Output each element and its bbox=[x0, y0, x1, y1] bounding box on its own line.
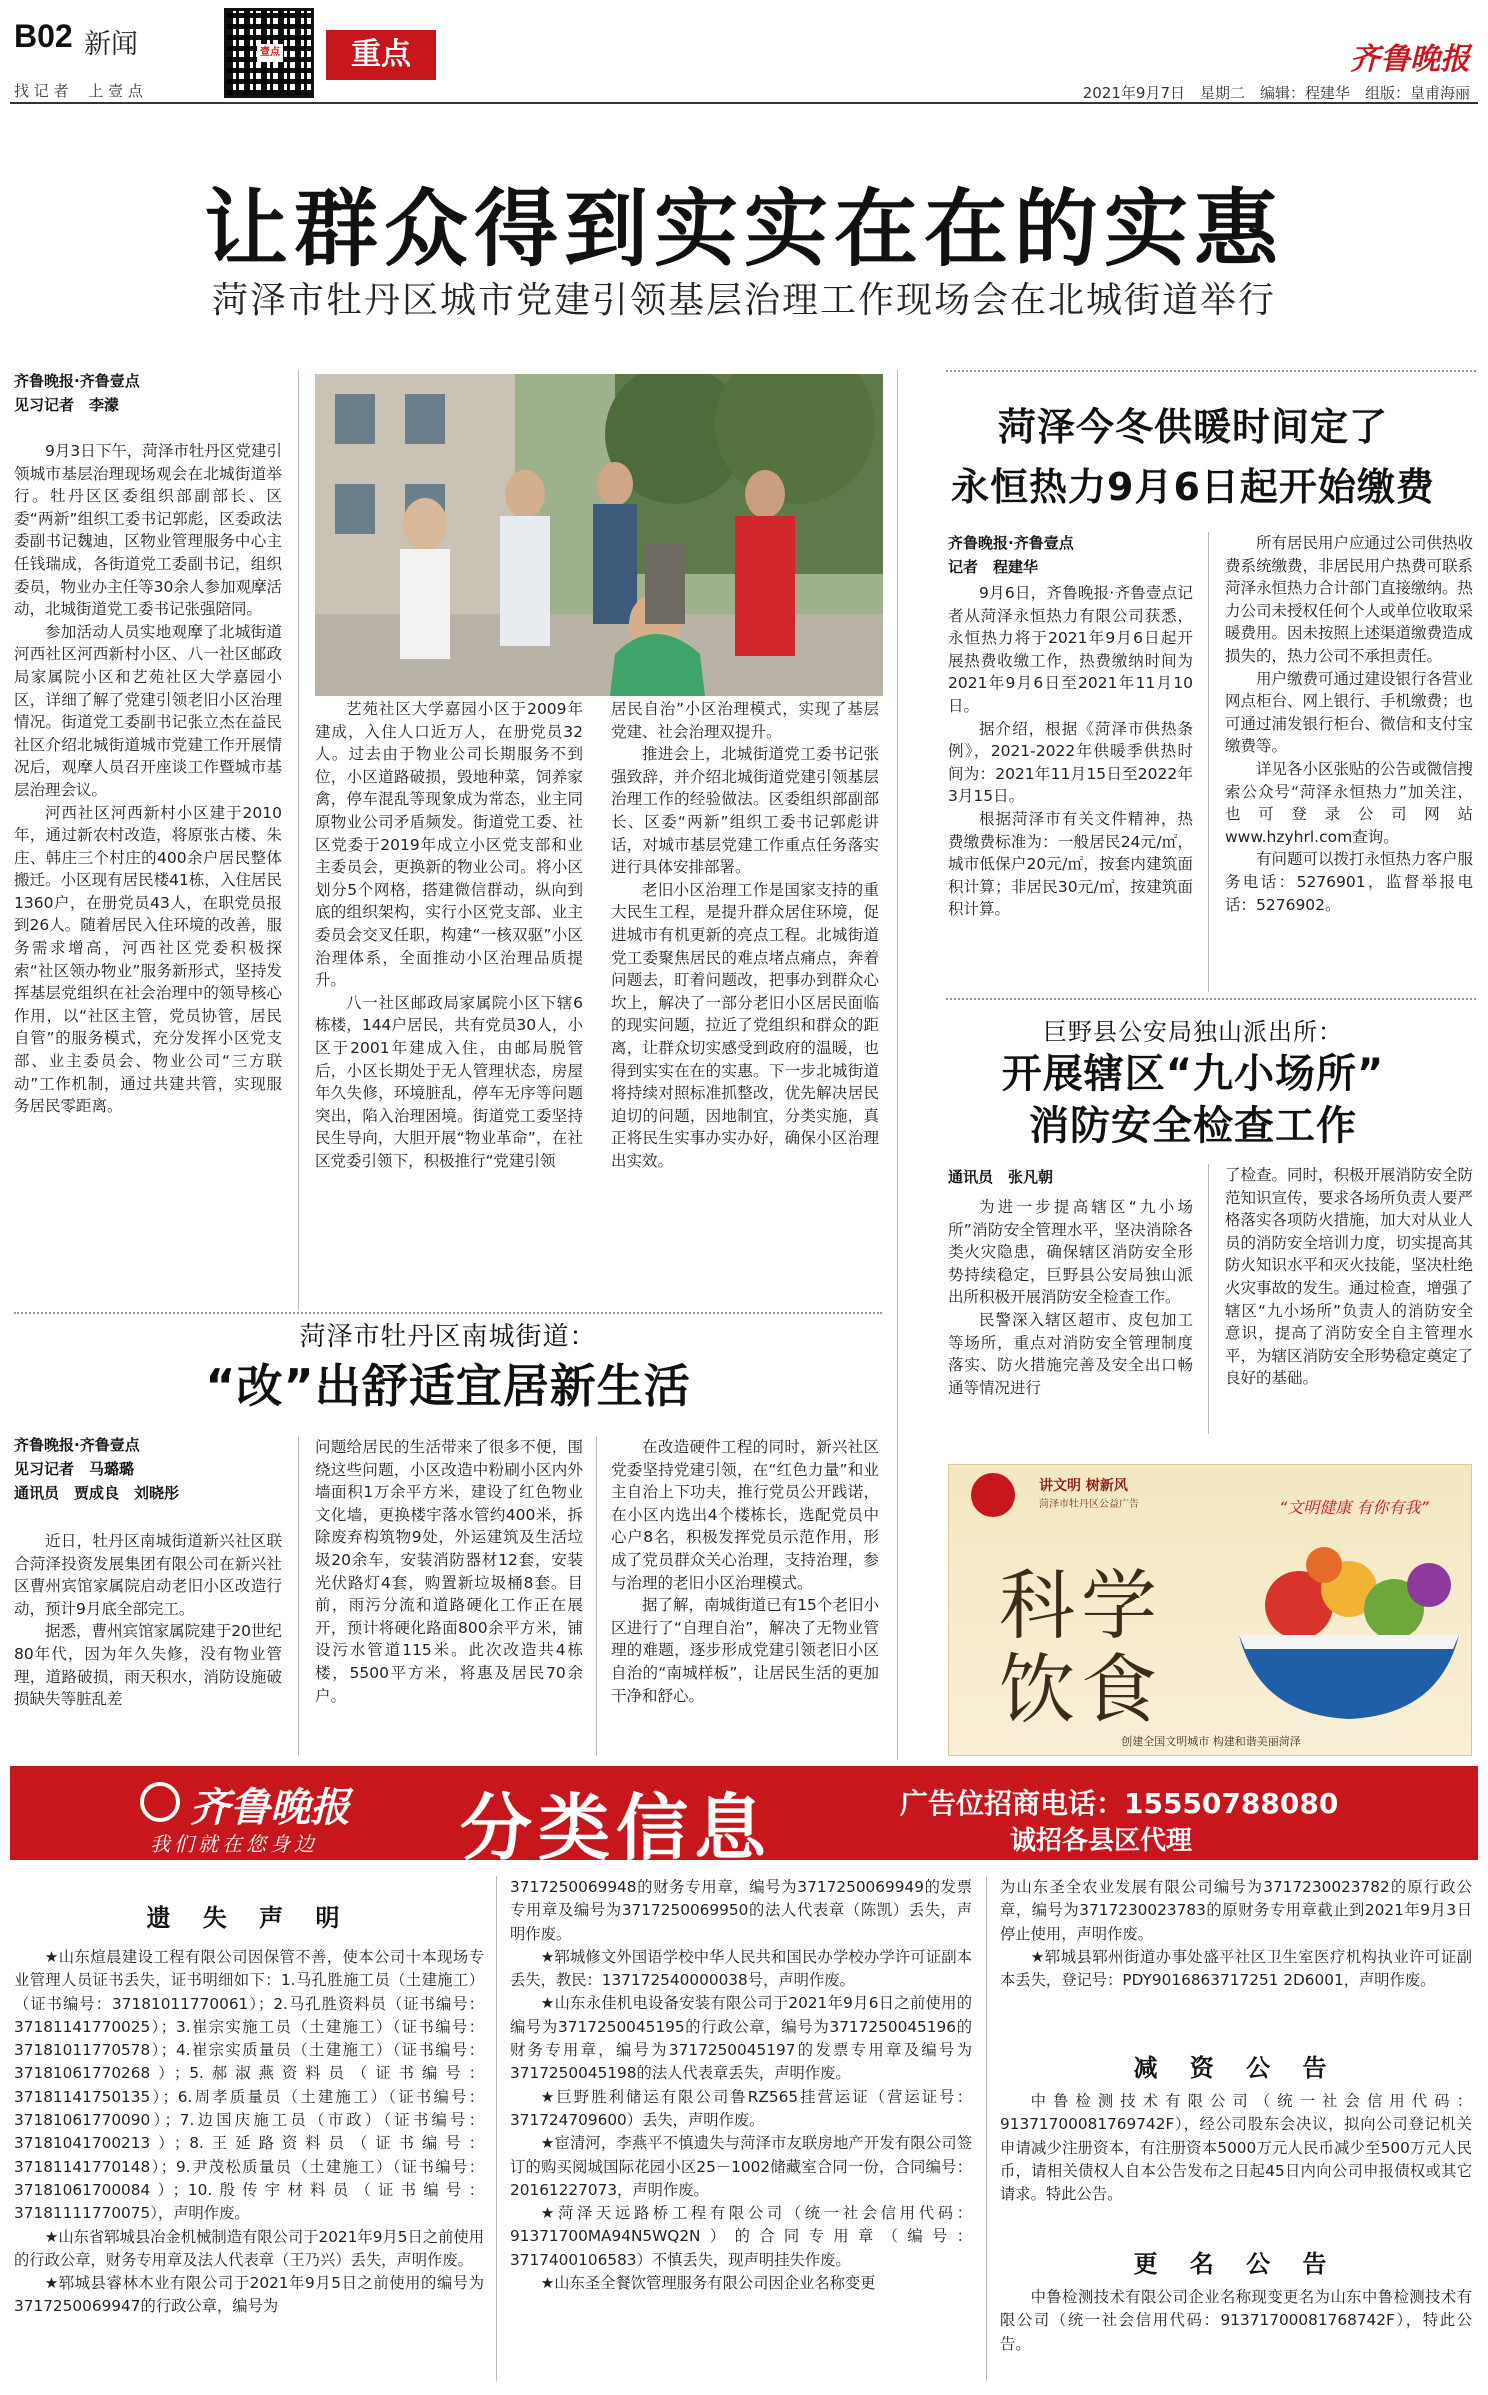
lost-notice-title: 遗 失 声 明 bbox=[146, 1904, 352, 1932]
capital-reduction-title: 减 资 公 告 bbox=[1133, 2054, 1339, 2082]
heating-byline-media: 齐鲁晚报·齐鲁壹点 bbox=[948, 534, 1074, 552]
notice-item: ★郓城修文外国语学校中华人民共和国民办学校办学许可证副本丢失，教民：137172540000038号，声明作废。 bbox=[510, 1947, 972, 1990]
fire-kicker: 巨野县公安局独山派出所： bbox=[1043, 1018, 1343, 1046]
column-divider bbox=[596, 1436, 597, 1756]
paper-logo: 齐鲁晚报 bbox=[1350, 42, 1470, 77]
public-service-ad bbox=[948, 1464, 1472, 1756]
section-tag bbox=[326, 30, 436, 80]
notice-item: 为山东圣全农业发展有限公司编号为3717230023782的原行政公章，编号为3717230023783的原财务专用章截止到2021年9月3日停止使用，声明作废。 bbox=[1000, 1878, 1472, 1943]
heating-column-divider bbox=[1208, 532, 1209, 992]
heating-title-line1: 菏泽今冬供暖时间定了 bbox=[997, 405, 1388, 449]
header-slogan: 找 记 者 上 壹 点 bbox=[14, 82, 143, 100]
paragraph: 八一社区邮政局家属院小区下辖6栋楼，144户居民，共有党员30人，小区于2001年建成入住，由邮局脱管后，小区长期处于无人管理状态，房屋年久失修，环境脏乱，停车无序等问题突出，陷入治理困境。街道党工委坚持民生导向，大胆开展“物业革命”，在社区党委引领下，积极推行“党建引领 bbox=[315, 993, 583, 1170]
paragraph: 详见各小区张贴的公告或微信搜索公众号“菏泽永恒热力”加关注，也可登录公司网站www.hzyhrl.com查询。 bbox=[1225, 759, 1474, 846]
lead-column-3 bbox=[611, 698, 879, 1172]
paragraph: 河西社区河西新村小区建于2010年，通过新农村改造，将原张古楼、朱庄、韩庄三个村庄的400余户居民整体搬迁。小区现有居民楼41栋，入住居民1360户，在册党员43人，在职党员报到26人。随着居民入住环境的改善，服务需求增高，河西社区党委积极探索“社区领办物业”服务新形式，坚持发挥基层党组织在社会治理中的领导核心作用，以“社区主管，党员协管，居民自管”的服务模式，充分发挥小区党支部、业主委员会、物业公司“三方联动”工作机制，通过共建共管，实现服务居民零距离。 bbox=[14, 803, 282, 1116]
classified-column-1 bbox=[14, 1946, 484, 2319]
column-divider bbox=[897, 370, 898, 1760]
lead-column-1 bbox=[14, 440, 282, 1118]
notice-item: 3717250069948的财务专用章，编号为3717250069949的发票专用章及编号为3717250069950的法人代表章（陈凯）丢失，声明作废。 bbox=[510, 1878, 972, 1943]
food-bowl-illustration bbox=[1229, 1525, 1469, 1725]
lead-byline-media: 齐鲁晚报·齐鲁壹点 bbox=[14, 372, 140, 390]
header-rule bbox=[10, 102, 1478, 104]
heating-column-1 bbox=[948, 582, 1193, 921]
paragraph: 近日，牡丹区南城街道新兴社区联合菏泽投资发展集团有限公司在新兴社区曹州宾馆家属院启动老旧小区改造行动，预计9月底全部完工。 bbox=[14, 1532, 282, 1618]
heating-column-2 bbox=[1225, 532, 1473, 916]
fire-top-rule bbox=[946, 998, 1476, 1000]
rename-notice-title: 更 名 公 告 bbox=[1133, 2250, 1339, 2278]
classified-banner bbox=[10, 1766, 1478, 1870]
paragraph: 根据菏泽市有关文件精神，热费缴费标准为：一般居民24元/㎡，城市低保户20元/㎡，按套内建筑面积计算；非居民30元/㎡，按建筑面积计算。 bbox=[948, 809, 1193, 919]
qr-code[interactable] bbox=[224, 8, 314, 98]
renovation-column-1 bbox=[14, 1530, 282, 1711]
heating-byline-reporter: 记者 程建华 bbox=[948, 558, 1039, 576]
paragraph: 在改造硬件工程的同时，新兴社区党委坚持党建引领，在“红色力量”和业主自治上下功夫，推行党员公开践诺，在小区内选出4个楼栋长，选配党员中心户8名，积极发挥党员示范作用，形成了党员群众关心治理，支持治理，参与治理的老旧小区治理模式。 bbox=[611, 1438, 879, 1592]
notice-item: ★山东省郓城县冶金机械制造有限公司于2021年9月5日之前使用的行政公章，财务专用章及法人代表章（王乃兴）丢失，声明作废。 bbox=[14, 2227, 484, 2269]
paragraph: 居民自治”小区治理模式，实现了基层党建、社会治理双提升。 bbox=[611, 700, 879, 741]
paragraph: 据介绍，根据《菏泽市供热条例》，2021-2022年供暖季供热时间为：2021年11月15日至2022年3月15日。 bbox=[948, 719, 1193, 806]
classified-logo-slogan: 我们就在您身边 bbox=[150, 1832, 318, 1856]
qr-label: 壹点 bbox=[257, 44, 283, 62]
notice-item: ★巨野胜利储运有限公司鲁RZ565挂营运证（营运证号：371724709600）丢失，声明作废。 bbox=[510, 2087, 972, 2129]
classified-logo-icon bbox=[140, 1782, 180, 1822]
notice-item: 中鲁检测技术有限公司企业名称现变更名为山东中鲁检测技术有限公司（统一社会信用代码：91371700081768742F），特此公告。 bbox=[1000, 2288, 1472, 2353]
capital-reduction-text bbox=[1000, 2090, 1472, 2206]
classified-phone: 广告位招商电话：15550788080 bbox=[900, 1787, 1339, 1820]
ad-badge-icon bbox=[971, 1473, 1015, 1517]
renovation-byline-media: 齐鲁晚报·齐鲁壹点 bbox=[14, 1436, 140, 1454]
ad-subheader: 菏泽市牡丹区公益广告 bbox=[1039, 1499, 1139, 1510]
classified-divider bbox=[986, 1876, 987, 2381]
classified-agent: 诚招各县区代理 bbox=[1010, 1826, 1193, 1856]
renovation-byline-correspondent: 通讯员 贾成良 刘晓彤 bbox=[14, 1484, 180, 1502]
notice-item: ★宦清河，李燕平不慎遗失与菏泽市友联房地产开发有限公司签订的购买阅城国际花园小区25－1002储藏室合同一份，合同编号：20161227073，声明作废。 bbox=[510, 2134, 972, 2199]
paragraph: 了检查。同时，积极开展消防安全防范知识宣传，要求各场所负责人要严格落实各项防火措施，加大对从业人员的消防安全培训力度，切实提高其防火知识水平和灭火技能，坚决杜绝火灾事故的发生。通过检查，增强了辖区“九小场所”负责人的消防安全意识，提高了消防安全自主管理水平，为辖区消防安全形势稳定奠定了良好的基础。 bbox=[1225, 1166, 1474, 1388]
notice-item: ★郓城县郓州街道办事处盛平社区卫生室医疗机构执业许可证副本丢失，登记号：PDY9016863717251 2D6001，声明作废。 bbox=[1000, 1947, 1472, 1990]
ad-header: 讲文明 树新风 bbox=[1039, 1478, 1128, 1494]
paragraph: 9月3日下午，菏泽市牡丹区党建引领城市基层治理现场观会在北城街道举行。牡丹区区委组织部副部长、区委“两新”组织工委书记郭彪，区委政法委副书记魏迪，区物业管理服务中心主任钱瑞成，各街道党工委副书记，组织委员，物业办主任等30余人参加观摩活动，北城街道党工委书记张强陪同。 bbox=[14, 442, 282, 619]
paragraph: 据悉，曹州宾馆家属院建于20世纪80年代，因为年久失修，没有物业管理，道路破损，雨天积水，消防设施破损缺失等脏乱差 bbox=[14, 1622, 282, 1709]
renovation-column-2 bbox=[315, 1436, 583, 1707]
notice-item: ★山东煊晨建设工程有限公司因保管不善，使本公司十本现场专业管理人员证书丢失，证书明细如下：1.马孔胜施工员（土建施工）（证书编号：37181011770061）；2.马孔胜资料员（证书编号：37181141770025）；3.崔宗实施工员（土建施工）（证书编号：37181011770578）；4.崔宗实质量员（土建施工）（证书编号：37181061770268）；5.郝淑燕资料员（证书编号：37181141750135）；6.周孝质量员（土建施工）（证书编号：37181061770090）；7.边国庆施工员（市政）（证书编号：37181041700213）；8.王延路资料员（证书编号：37181141770148）；9.尹茂松质量员（土建施工）（证书编号：37181061700084）；10.殷传宇材料员（证书编号：37181111770075），声明作废。 bbox=[14, 1948, 484, 2223]
notice-item: ★郓城县睿林木业有限公司于2021年9月5日之前使用的编号为3717250069947的行政公章，编号为 bbox=[14, 2274, 484, 2316]
paragraph: 9月6日，齐鲁晚报·齐鲁壹点记者从菏泽永恒热力有限公司获悉，永恒热力将于2021年9月6日起开展热费收缴工作，热费缴纳时间为2021年9月6日至2021年11月10日。 bbox=[948, 584, 1193, 715]
renovation-title: “改”出舒适宜居新生活 bbox=[205, 1359, 691, 1413]
fire-column-divider bbox=[1208, 1164, 1209, 1434]
notice-item: ★菏泽天远路桥工程有限公司（统一社会信用代码：91371700MA94N5WQ2N）的合同专用章（编号：3717400106583）不慎丢失，现声明挂失作废。 bbox=[510, 2204, 972, 2269]
lead-title: 让群众得到实实在在的实惠 bbox=[203, 180, 1284, 278]
paragraph: 推进会上，北城街道党工委书记张强致辞，并介绍北城街道党建引领基层治理工作的经验做法。区委组织部副部长、区委“两新”组织工委书记郭彪讲话，对城市基层党建工作重点任务落实进行具体安排部署。 bbox=[611, 745, 879, 877]
lead-subtitle: 菏泽市牡丹区城市党建引领基层治理工作现场会在北城街道举行 bbox=[211, 280, 1276, 321]
lead-photo bbox=[315, 374, 883, 696]
classified-logo: 齐鲁晚报 bbox=[190, 1784, 350, 1831]
ad-slogan: “文明健康 有你有我” bbox=[1279, 1498, 1429, 1517]
fire-column-2 bbox=[1225, 1164, 1473, 1390]
renovation-top-rule bbox=[14, 1312, 882, 1314]
paragraph: 为进一步提高辖区“九小场所”消防安全管理水平，坚决消除各类火灾隐患，确保辖区消防安全形势持续稳定，巨野县公安局独山派出所积极开展消防安全检查工作。 bbox=[948, 1198, 1193, 1307]
fire-title-line2: 消防安全检查工作 bbox=[1029, 1103, 1357, 1149]
renovation-column-3 bbox=[611, 1436, 879, 1707]
classified-divider bbox=[496, 1876, 497, 2381]
page-number: B02 bbox=[14, 18, 73, 54]
classified-column-2 bbox=[510, 1876, 972, 2295]
column-divider bbox=[298, 370, 299, 1310]
paragraph: 参加活动人员实地观摩了北城街道河西社区河西新村小区、八一社区邮政局家属院小区和艺苑社区大学嘉园小区，详细了解了党建引领老旧小区治理情况。街道党工委副书记张立杰在益民社区介绍北城街道城市党建工作开展情况后，观摩人员召开座谈工作暨城市基层治理会议。 bbox=[14, 622, 282, 799]
notice-item: 中鲁检测技术有限公司（统一社会信用代码：91371700081769742F），经公司股东会决议，拟向公司登记机关申请减少注册资本，有注册资本5000万元人民币减少至500万元人民币，请相关债权人自本公告发布之日起45日内向公司申报债权或其它请求。特此公告。 bbox=[1000, 2092, 1472, 2204]
paragraph: 所有居民用户应通过公司供热收费系统缴费，非居民用户热费可联系菏泽永恒热力合计部门直接缴纳。热力公司未授权任何个人或单位收取采暖费用。因未按照上述渠道缴费造成损失的，热力公司不承担责任。 bbox=[1225, 534, 1474, 665]
fire-column-1 bbox=[948, 1196, 1193, 1399]
section-tag-label: 重点 bbox=[351, 37, 411, 72]
section-name: 新闻 bbox=[84, 29, 138, 60]
ad-bottom-line: 创建全国文明城市 构建和谐美丽菏泽 bbox=[1121, 1735, 1301, 1748]
ad-big-line1: 科学 bbox=[999, 1561, 1163, 1650]
paragraph: 问题给居民的生活带来了很多不便，围绕这些问题，小区改造中粉刷小区内外墙面积1万余平方米，建设了红色物业文化墙，更换楼宇落水管约400米，拆除废弃构筑物9处，外运建筑及生活垃圾20余车，安装消防器材12套，安装光伏路灯4套，购置新垃圾桶8套。目前，雨污分流和道路硬化工作正在展开，预计将硬化路面800余平方米，铺设污水管道115米。此次改造共4栋楼，5500平方米，将惠及居民70余户。 bbox=[315, 1438, 583, 1705]
classified-title: 分类信息 bbox=[460, 1786, 773, 1870]
notice-item: ★山东圣全餐饮管理服务有限公司因企业名称变更 bbox=[540, 2274, 876, 2293]
ad-big-line2: 饮食 bbox=[999, 1645, 1163, 1734]
fire-title-line1: 开展辖区“九小场所” bbox=[1001, 1051, 1385, 1097]
renovation-byline-reporter: 见习记者 马璐璐 bbox=[14, 1460, 135, 1478]
classified-column-3 bbox=[1000, 1876, 1472, 1992]
date-line: 2021年9月7日 星期二 编辑：程建华 组版：皇甫海丽 bbox=[1082, 84, 1470, 102]
paragraph: 据了解，南城街道已有15个老旧小区进行了“自理自治”，解决了无物业管理的难题，逐步形成党建引领老旧小区自治的“南城样板”，让居民生活的更加干净和舒心。 bbox=[611, 1596, 879, 1705]
paragraph: 有问题可以拨打永恒热力客户服务电话：5276901，监督举报电话：5276902。 bbox=[1225, 850, 1474, 914]
rename-notice-text bbox=[1000, 2286, 1472, 2356]
scene-illustration bbox=[315, 374, 883, 696]
column-divider bbox=[298, 1436, 299, 1756]
renovation-kicker: 菏泽市牡丹区南城街道： bbox=[299, 1322, 597, 1352]
heating-title-line2: 永恒热力9月6日起开始缴费 bbox=[951, 465, 1435, 509]
paragraph: 艺苑社区大学嘉园小区于2009年建成，入住人口近万人，在册党员32人。过去由于物业公司长期服务不到位，小区道路破损，毁地种菜，饲养家禽，停车混乱等现象成为常态，业主同原物业公司矛盾频发。街道党工委、社区党委于2019年成立小区党支部和业主委员会，更换新的物业公司。将小区划分5个网格，搭建微信群动，纵向到底的组织架构，实行小区党支部、业主委员会交叉任职，构建“一核双驱”小区治理体系，全面推动小区治理品质提升。 bbox=[315, 700, 583, 990]
paragraph: 用户缴费可通过建设银行各营业网点柜台、网上银行、手机缴费；也可通过浦发银行柜台、微信和支付宝缴费等。 bbox=[1225, 669, 1474, 756]
heating-top-rule bbox=[946, 370, 1476, 372]
lead-column-2 bbox=[315, 698, 583, 1172]
lead-byline-reporter: 见习记者 李濛 bbox=[14, 396, 120, 414]
fire-byline: 通讯员 张凡朝 bbox=[948, 1168, 1054, 1186]
paragraph: 老旧小区治理工作是国家支持的重大民生工程，是提升群众居住环境，促进城市有机更新的亮点工程。北城街道党工委聚焦居民的难点堵点痛点，奔着问题去，盯着问题改，把事办到群众心坎上，解决了一部分老旧小区居民面临的现实问题，拉近了党组织和群众的距离，让群众切实感受到政府的温暖，也得到实实在在的实惠。下一步北城街道将持续对照标准抓整改，优先解决居民迫切的问题，因地制宜，分类实施，真正将民生实事办实办好，确保小区治理出实效。 bbox=[611, 880, 879, 1170]
notice-item: ★山东永佳机电设备安装有限公司于2021年9月6日之前使用的编号为3717250045195的行政公章，编号为3717250045196的财务专用章，编号为3717250045197的发票专用章及编号为3717250045198的法人代表章丢失，声明作废。 bbox=[510, 1994, 972, 2083]
paragraph: 民警深入辖区超市、皮包加工等场所，重点对消防安全管理制度落实、防火措施完善及安全出口畅通等情况进行 bbox=[948, 1310, 1193, 1397]
